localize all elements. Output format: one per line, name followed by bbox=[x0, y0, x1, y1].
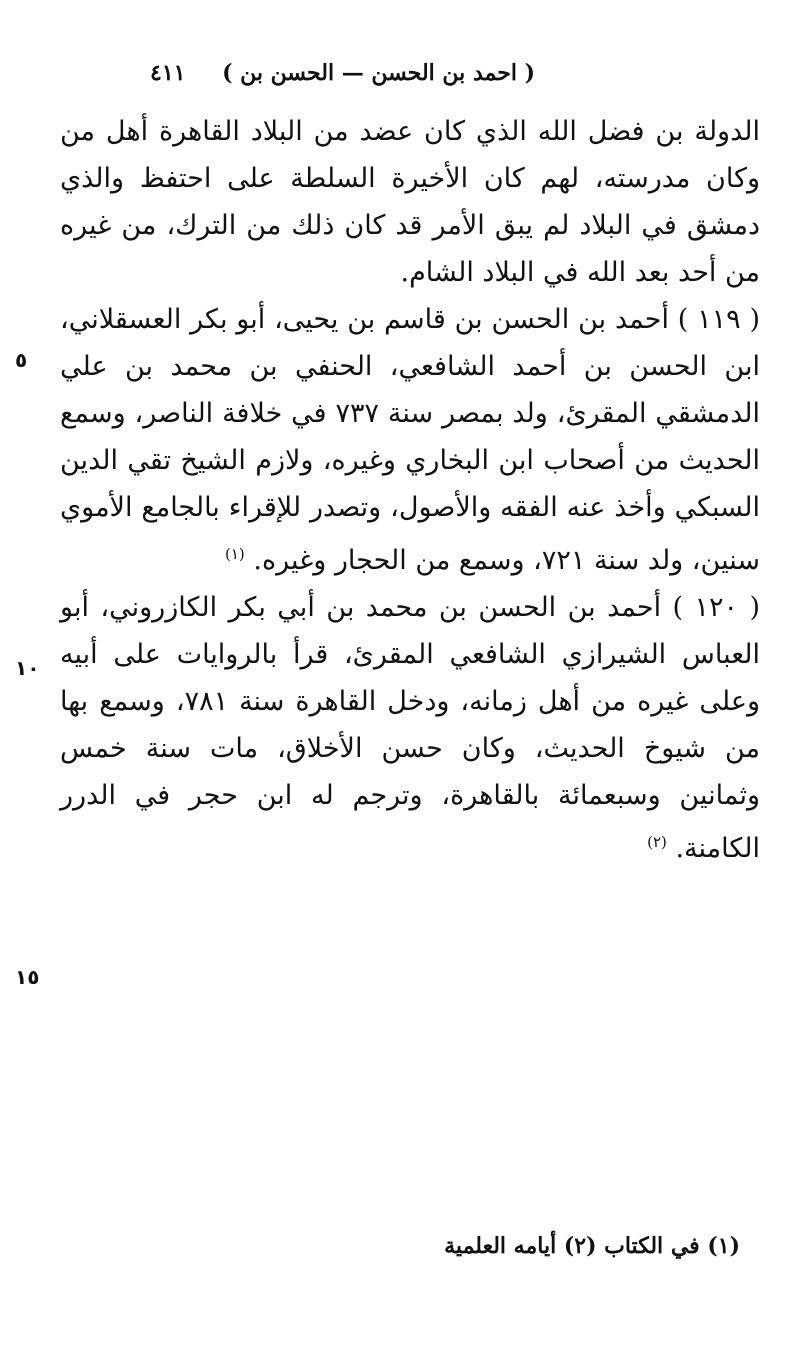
paragraph-1: الدولة بن فضل الله الذي كان عضد من البلاد القاهرة أهل من وكان مدرسته، لهم كان الأخيرة السلطة على احتفظ والذي دمشق في البلاد لم يبق الأمر قد كان ذلك من الترك، من غيره من أحد بعد الله في البلاد الشام. bbox=[60, 116, 760, 288]
footnote-ref-2: (٢) bbox=[647, 833, 667, 851]
paragraph-2 bbox=[60, 296, 760, 584]
paragraph-3-text: ( ١٢٠ ) أحمد بن الحسن بن محمد بن أبي بكر الكازروني، أبو العباس الشيرازي الشافعي المقرئ، قرأ بالروايات على أبيه وعلى غيره من أهل زمانه، ودخل القاهرة سنة ٧٨١، وسمع بها من شيوخ الحديث، وكان حسن الأخلاق، مات سنة خمس وثمانين وسبعمائة بالقاهرة، وترجم له ابن حجر في الدرر الكامنة. bbox=[60, 592, 760, 864]
footnote-ref-1: (١) bbox=[225, 545, 245, 563]
body-text bbox=[60, 108, 760, 872]
footnote: (١) في الكتاب (٢) أيامه العلمية bbox=[444, 1233, 740, 1259]
book-page bbox=[15, 60, 760, 1290]
paragraph-2-text: ( ١١٩ ) أحمد بن الحسن بن قاسم بن يحيى، أبو بكر العسقلاني، ابن الحسن بن أحمد الشافعي، الحنفي بن محمد بن علي الدمشقي المقرئ، ولد بمصر سنة ٧٣٧ في خلافة الناصر، وسمع الحديث من أصحاب ابن البخاري وغيره، ولازم الشيخ تقي الدين السبكي وأخذ عنه الفقه والأصول، وتصدر للإقراء بالجامع الأموي سنين، ولد سنة ٧٢١، وسمع من الحجار وغيره. bbox=[60, 304, 760, 576]
line-number-15: ١٥ bbox=[15, 965, 40, 989]
paragraph-3 bbox=[60, 584, 760, 872]
running-head: ( احمد بن الحسن — الحسن بن ) bbox=[222, 60, 535, 86]
page-number: ٤١١ bbox=[150, 60, 186, 86]
line-number-10: ١٠ bbox=[15, 656, 40, 680]
page-header bbox=[60, 60, 760, 108]
line-number-5: ٥ bbox=[15, 348, 28, 372]
